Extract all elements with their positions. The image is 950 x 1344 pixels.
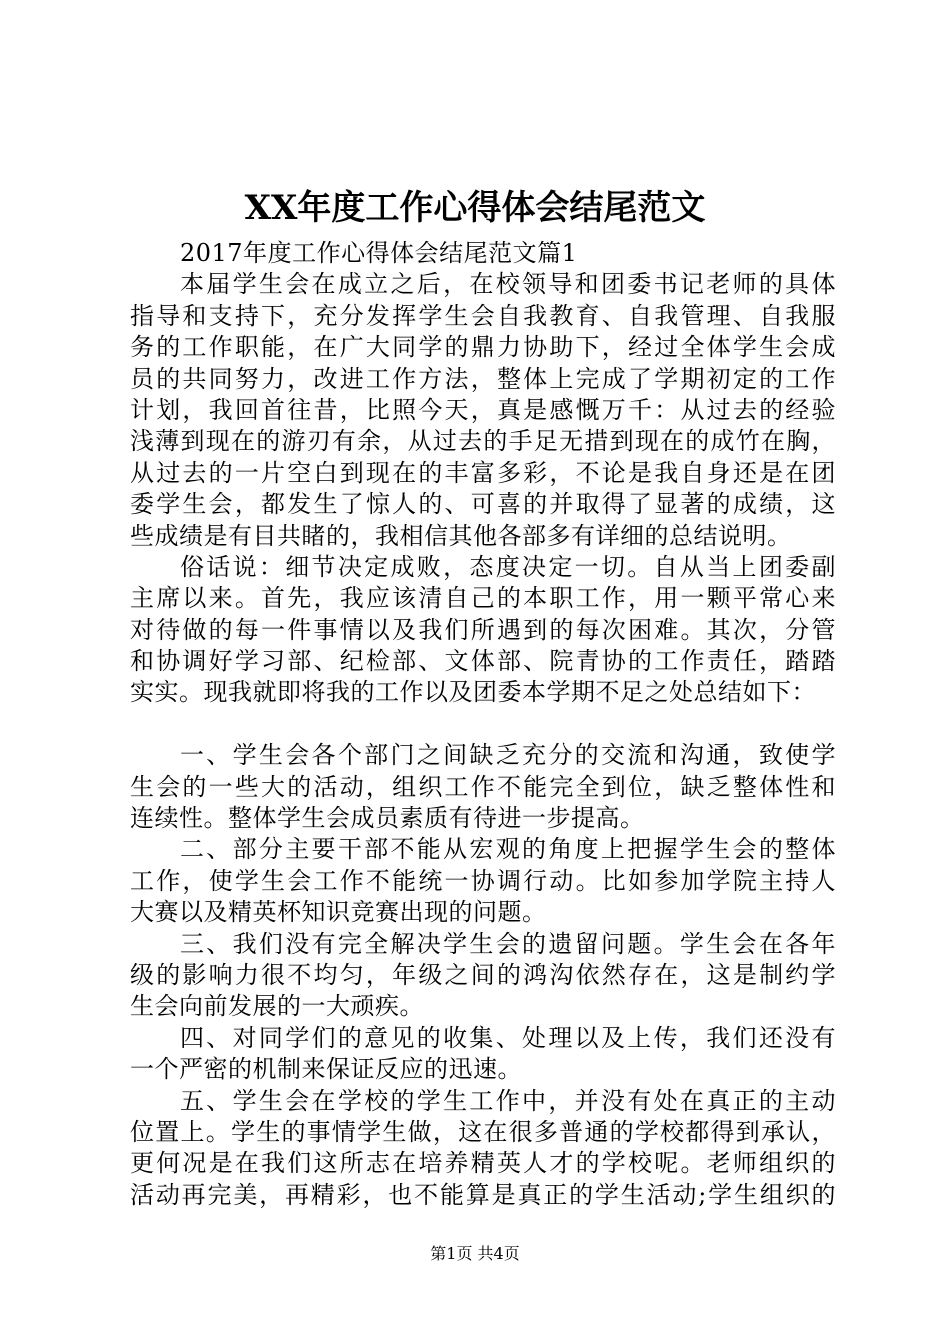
text-line: 生会的一些大的活动，组织工作不能完全到位，缺乏整体性和 xyxy=(130,772,836,801)
text-line: 更何况是在我们这所志在培养精英人才的学校呢。老师组织的 xyxy=(130,1149,836,1178)
text-line: 四、对同学们的意见的收集、处理以及上传，我们还没有 xyxy=(180,1023,836,1052)
text-line: 员的共同努力，改进工作方法，整体上完成了学期初定的工作 xyxy=(130,364,836,393)
text-line: 二、部分主要干部不能从宏观的角度上把握学生会的整体 xyxy=(180,835,836,864)
text-line: 三、我们没有完全解决学生会的遗留问题。学生会在各年 xyxy=(180,929,836,958)
text-line: 实实。现我就即将我的工作以及团委本学期不足之处总结如下： xyxy=(130,678,816,707)
blank-line xyxy=(130,709,836,740)
text-line: 指导和支持下，充分发挥学生会自我教育、自我管理、自我服 xyxy=(130,301,836,330)
text-line: 委学生会，都发生了惊人的、可喜的并取得了显著的成绩，这 xyxy=(130,490,836,519)
text-line: 务的工作职能，在广大同学的鼎力协助下，经过全体学生会成 xyxy=(130,333,836,362)
text-line: 一、学生会各个部门之间缺乏充分的交流和沟通，致使学 xyxy=(180,741,836,770)
text-line: 工作，使学生会工作不能统一协调行动。比如参加学院主持人 xyxy=(130,866,836,895)
text-line: 连续性。整体学生会成员素质有待进一步提高。 xyxy=(130,804,645,833)
text-line: 大赛以及精英杯知识竞赛出现的问题。 xyxy=(130,898,547,927)
text-line: 2017年度工作心得体会结尾范文篇1 xyxy=(180,239,578,267)
page-number-footer: 第1页 共4页 xyxy=(430,1244,520,1263)
text-line: 计划，我回首往昔，比照今天，真是感慨万千：从过去的经验 xyxy=(130,395,836,424)
text-line: 浅薄到现在的游刃有余，从过去的手足无措到现在的成竹在胸， xyxy=(130,427,836,456)
text-line: 本届学生会在成立之后，在校领导和团委书记老师的具体 xyxy=(180,270,836,299)
text-line: 一个严密的机制来保证反应的迅速。 xyxy=(130,1055,522,1084)
document-body xyxy=(130,238,836,1211)
text-line: 从过去的一片空白到现在的丰富多彩，不论是我自身还是在团 xyxy=(130,458,836,487)
text-line: 生会向前发展的一大顽疾。 xyxy=(130,992,424,1021)
text-line: 主席以来。首先，我应该清自己的本职工作，用一颗平常心来 xyxy=(130,584,836,613)
text-line: 些成绩是有目共睹的，我相信其他各部多有详细的总结说明。 xyxy=(130,521,792,550)
page-title: XX年度工作心得体会结尾范文 xyxy=(244,188,706,228)
text-line: 和协调好学习部、纪检部、文体部、院青协的工作责任，踏踏 xyxy=(130,647,836,676)
text-line: 级的影响力很不均匀，年级之间的鸿沟依然存在，这是制约学 xyxy=(130,960,836,989)
text-line: 活动再完美，再精彩，也不能算是真正的学生活动;学生组织的 xyxy=(130,1180,836,1209)
text-line: 五、学生会在学校的学生工作中，并没有处在真正的主动 xyxy=(180,1086,836,1115)
text-line: 位置上。学生的事情学生做，这在很多普通的学校都得到承认， xyxy=(130,1117,836,1146)
text-line: 对待做的每一件事情以及我们所遇到的每次困难。其次，分管 xyxy=(130,615,836,644)
text-line: 俗话说：细节决定成败，态度决定一切。自从当上团委副 xyxy=(180,552,836,581)
